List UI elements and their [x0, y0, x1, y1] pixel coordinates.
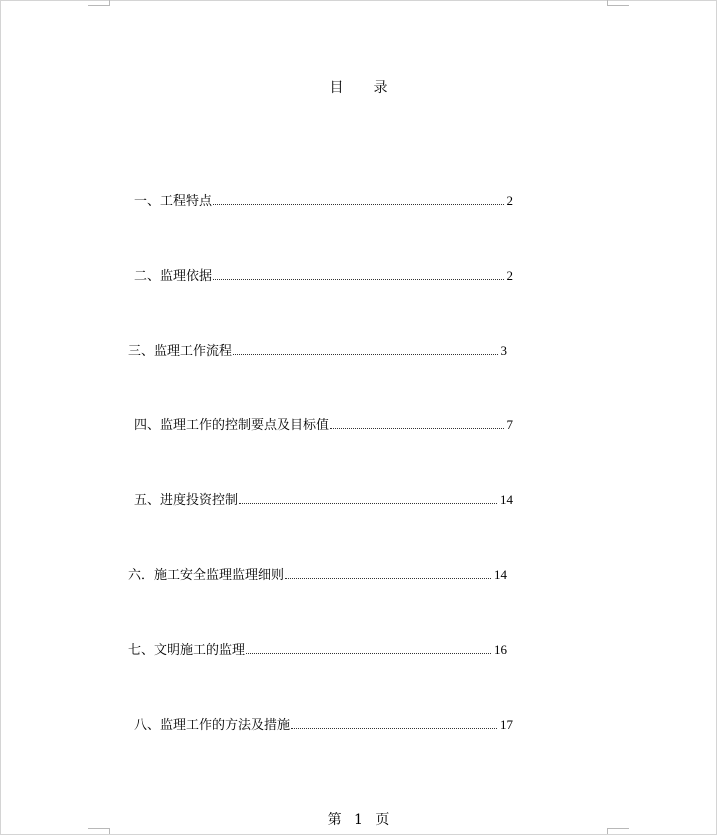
toc-entry-page: 2: [506, 268, 513, 283]
toc-entry-7[interactable]: [128, 641, 507, 660]
footer-page-number: 1: [354, 812, 363, 828]
toc-entry-5[interactable]: [134, 491, 513, 510]
toc-entry-6[interactable]: [128, 566, 507, 585]
crop-mark: [607, 5, 629, 6]
toc-entry-page: 14: [500, 492, 513, 507]
toc-entry-label: 四、监理工作的控制要点及目标值: [134, 418, 330, 433]
toc-title: [0, 78, 717, 98]
page-footer: [0, 810, 717, 830]
crop-mark: [88, 5, 110, 6]
toc-leader: [285, 578, 491, 579]
toc-leader: [246, 653, 491, 654]
toc-entry-8[interactable]: [134, 716, 513, 735]
toc-entry-label: 二、监理依据: [134, 269, 213, 284]
toc-leader: [330, 428, 503, 429]
toc-entry-1[interactable]: [134, 192, 513, 211]
toc-entry-page: 7: [506, 417, 513, 432]
toc-entry-page: 3: [500, 343, 507, 358]
toc-leader: [213, 204, 503, 205]
toc-entry-label: 三、监理工作流程: [128, 344, 233, 359]
toc-leader: [239, 503, 497, 504]
toc-leader: [233, 354, 497, 355]
toc-entry-page: 17: [500, 717, 513, 732]
footer-prefix: 第: [327, 812, 342, 828]
toc-entry-page: 14: [494, 567, 507, 582]
toc-entry-page: 16: [494, 642, 507, 657]
toc-entry-label: 七、文明施工的监理: [128, 643, 246, 658]
toc-title-char: 目: [329, 80, 344, 96]
toc-entry-4[interactable]: [134, 416, 513, 435]
toc-entry-2[interactable]: [134, 267, 513, 286]
toc-entry-page: 2: [506, 193, 513, 208]
toc-entry-label: 五、进度投资控制: [134, 493, 239, 508]
toc-title-char: 录: [373, 80, 388, 96]
toc-entry-label: 六．施工安全监理监理细则: [128, 568, 285, 583]
toc-entry-label: 八、监理工作的方法及措施: [134, 718, 291, 733]
crop-mark: [109, 0, 110, 6]
crop-mark: [607, 0, 608, 6]
footer-suffix: 页: [375, 812, 390, 828]
toc-entry-label: 一、工程特点: [134, 194, 213, 209]
toc-entry-3[interactable]: [128, 342, 507, 361]
toc-leader: [291, 728, 497, 729]
toc-leader: [213, 279, 503, 280]
